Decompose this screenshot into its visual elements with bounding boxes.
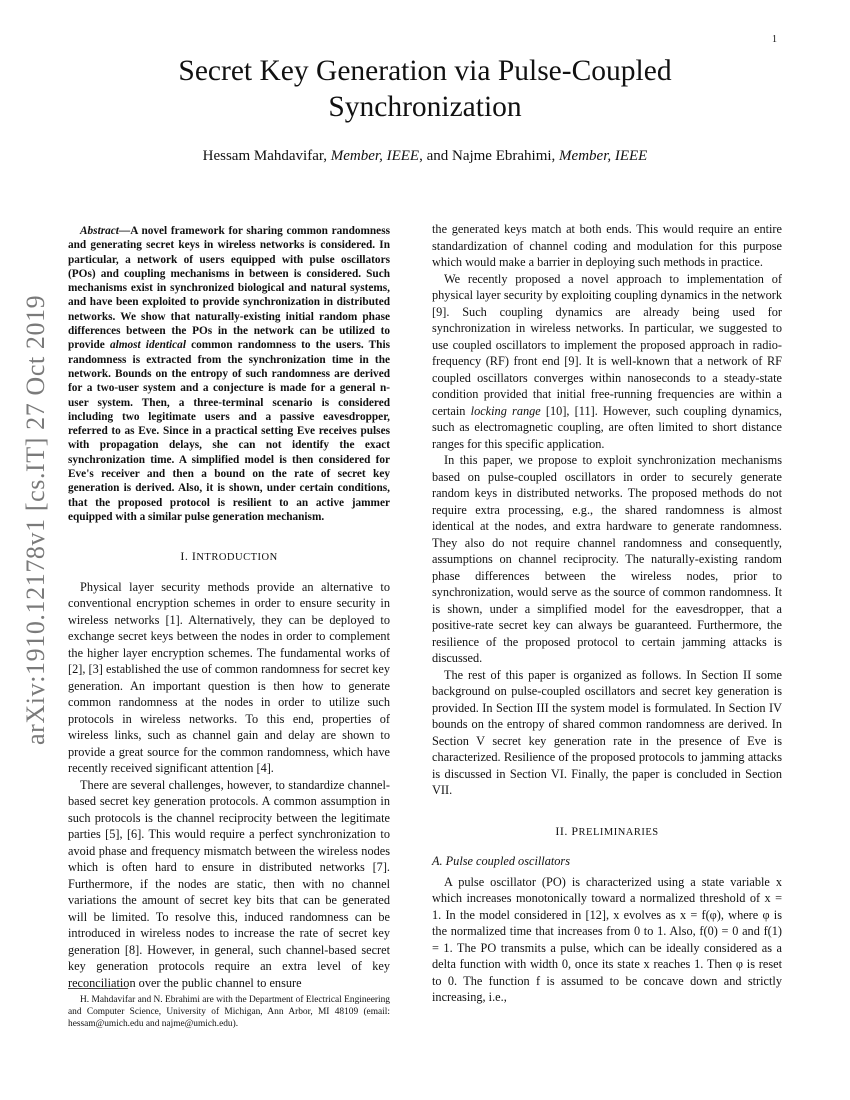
section-2-heading (432, 823, 782, 842)
right-column (432, 221, 782, 1006)
arxiv-stamp: arXiv:1910.12178v1 [cs.IT] 27 Oct 2019 (21, 294, 50, 745)
intro-paragraph-2-cont: the generated keys match at both ends. This would require an entire standardization of channel coding and modulation for this purpose which would make a barrier in deploying such methods in practice. (432, 222, 782, 269)
section-2-title-initial: P (571, 823, 579, 838)
section-1-title-rest: NTRODUCTION (196, 552, 278, 564)
paper-title: Secret Key Generation via Pulse-Coupled Synchronization (178, 55, 672, 123)
intro-p3-text-2: [10], [11]. However, such coupling dynamics, such as electromagnetic coupling, are often limited to short distance ranges for this specific application. (432, 403, 782, 451)
author-2: Najme Ebrahimi, (451, 148, 556, 164)
abstract-italic: almost identical (109, 339, 186, 352)
author-line (100, 146, 750, 166)
abstract (68, 224, 390, 524)
abstract-lead: Abstract— (80, 225, 131, 237)
abstract-text-1: A novel framework for sharing common randomness and generating secret keys in wireless networks is considered. In particular, a network of users equipped with pulse oscillators (POs) and coupling mechanisms in between is considered. Such mechanisms exist in synchronized biological and natural systems, and have been exploited to provide synchronization in distributed networks. We show that naturally-existing initial random phase differences between the POs in the network can be utilized to provide (68, 225, 390, 352)
intro-paragraph-4: In this paper, we propose to exploit synchronization mechanisms based on pulse-coupled oscillators in order to securely generate random keys in distributed networks. The proposed methods do not require extra processing, e.g., the shared randomness is almost identical at the nodes, and extra hardware to generate randomness. They also do not require channel randomness and consequently, assumptions on channel reciprocity. The naturally-existing random phase differences between the wireless nodes, prior to synchronization, would serve as the source of common randomness. It is shown, under a simplified model for the eavesdropper, that a positive-rate secret key can always be guaranteed. Furthermore, the resilience of the proposed protocol to certain jamming attacks is discussed. (432, 453, 782, 665)
author-1-role: Member, IEEE (330, 148, 420, 164)
intro-paragraph-5: The rest of this paper is organized as follows. In Section II some background on pulse-coupled oscillators and secret key generation is provided. In Section III the system model is formulated. In Section IV bounds on the entropy of shared common randomness are derived. In Section V secret key generation rate in the presence of Eve is characterized. Resilience of the proposed protocols to jamming attacks is discussed in Section VI. Finally, the paper is concluded in Section VII. (432, 667, 782, 797)
footnote-text: H. Mahdavifar and N. Ebrahimi are with the Department of Electrical Engineering and Computer Science, University of Michigan, Ann Arbor, MI 48109 (email: hessam@umich.edu and najme@umich.edu). (68, 995, 390, 1030)
intro-paragraph-2: There are several challenges, however, to standardize channel-based secret key generation protocols. A common assumption in such protocols is the channel reciprocity between the legitimate parties [5], [6]. This would require a perfect synchronization to avoid phase and frequency mismatch between the wireless nodes which is often hard to ensure in distributed networks [7]. Furthermore, if the nodes are static, then with no channel variations the amount of secret key bits that can be generated will be limited. To resolve this, induced randomness can be introduced in wireless nodes to increase the rate of secret key generation [8]. However, in general, such channel-based secret key generation protocols require an extra level of key reconciliation over the public channel to ensure (68, 777, 390, 990)
section-2-number: II. (555, 823, 568, 838)
intro-p3-text-1: We recently proposed a novel approach to implementation of physical layer security by exploiting coupling dynamics in the network [9]. Such coupling dynamics are already being used for synchronization in wireless networks. In particular, we suggested to use coupled oscillators to implement the proposed approach in radio-frequency (RF) front end [9]. It is well-known that a network of RF coupled oscillators converges within nanoseconds to a steady-state condition provided that initial free-running frequencies are within a certain (432, 271, 782, 418)
intro-p3-italic: locking range (470, 403, 541, 418)
preliminaries-paragraph-1: A pulse oscillator (PO) is characterized using a state variable x which increases monotonically toward a normalized threshold of x = 1. In the model considered in [12], x evolves as x = f(φ), where φ is the normalized time that increases from 0 to 1. Also, f(0) = 0 and f(1) = 1. The PO transmits a pulse, which can be ideally considered as a delta function with width 0, once its state x reaches 1. Then φ is reset to 0. The function f is assumed to be concave down and strictly increasing, i.e., (432, 874, 782, 1004)
author-2-role: Member, IEEE (559, 148, 648, 164)
section-2-title-rest: RELIMINARIES (578, 826, 659, 838)
page-number: 1 (772, 34, 777, 45)
section-1-number: I. (180, 549, 189, 564)
author-1: Hessam Mahdavifar, (202, 148, 327, 164)
abstract-text-2: common randomness to the users. This randomness is extracted from the synchronization time in the network. Bounds on the entropy of such randomness are derived for a two-user system and a conjecture is made for a general n-user system. Then, a three-terminal scenario is considered including two legitimate users and a passive eavesdropper, referred to as Eve. Since in a practical setting Eve receives pulses with propagation delays, she can not identify the exact synchronization time. A simplified model is then considered for Eve's receiver and then a bound on the rate of secret key generation is derived. Also, it is shown, under certain conditions, that the proposed protocol is resilient to an active jammer equipped with a similar pulse generation mechanism. (68, 339, 390, 523)
intro-paragraph-1: Physical layer security methods provide an alternative to conventional encryption schemes in order to ensure security in wireless networks [1]. Alternatively, they can be deployed to exchange secret keys between the nodes in order to complement the higher layer encryption schemes. The fundamental works of [2], [3] established the use of common randomness for secret key generation. An important question is then how to generate common randomness at the nodes in order to utilize such protocols in wireless networks. To this end, properties of wireless links, such as channel gain and delay are shown to provide a great source for the common randomness, which have recently received significant attention [4]. (68, 579, 390, 776)
left-column (68, 224, 390, 991)
intro-paragraph-3 (432, 271, 782, 453)
subsection-heading: A. Pulse coupled oscillators (432, 854, 570, 868)
section-1-heading (68, 548, 390, 567)
section-1-title-initial: I (191, 549, 197, 564)
footnote-rule (68, 988, 128, 989)
author-conjunction: , and (419, 148, 452, 164)
footnote (68, 994, 390, 1031)
